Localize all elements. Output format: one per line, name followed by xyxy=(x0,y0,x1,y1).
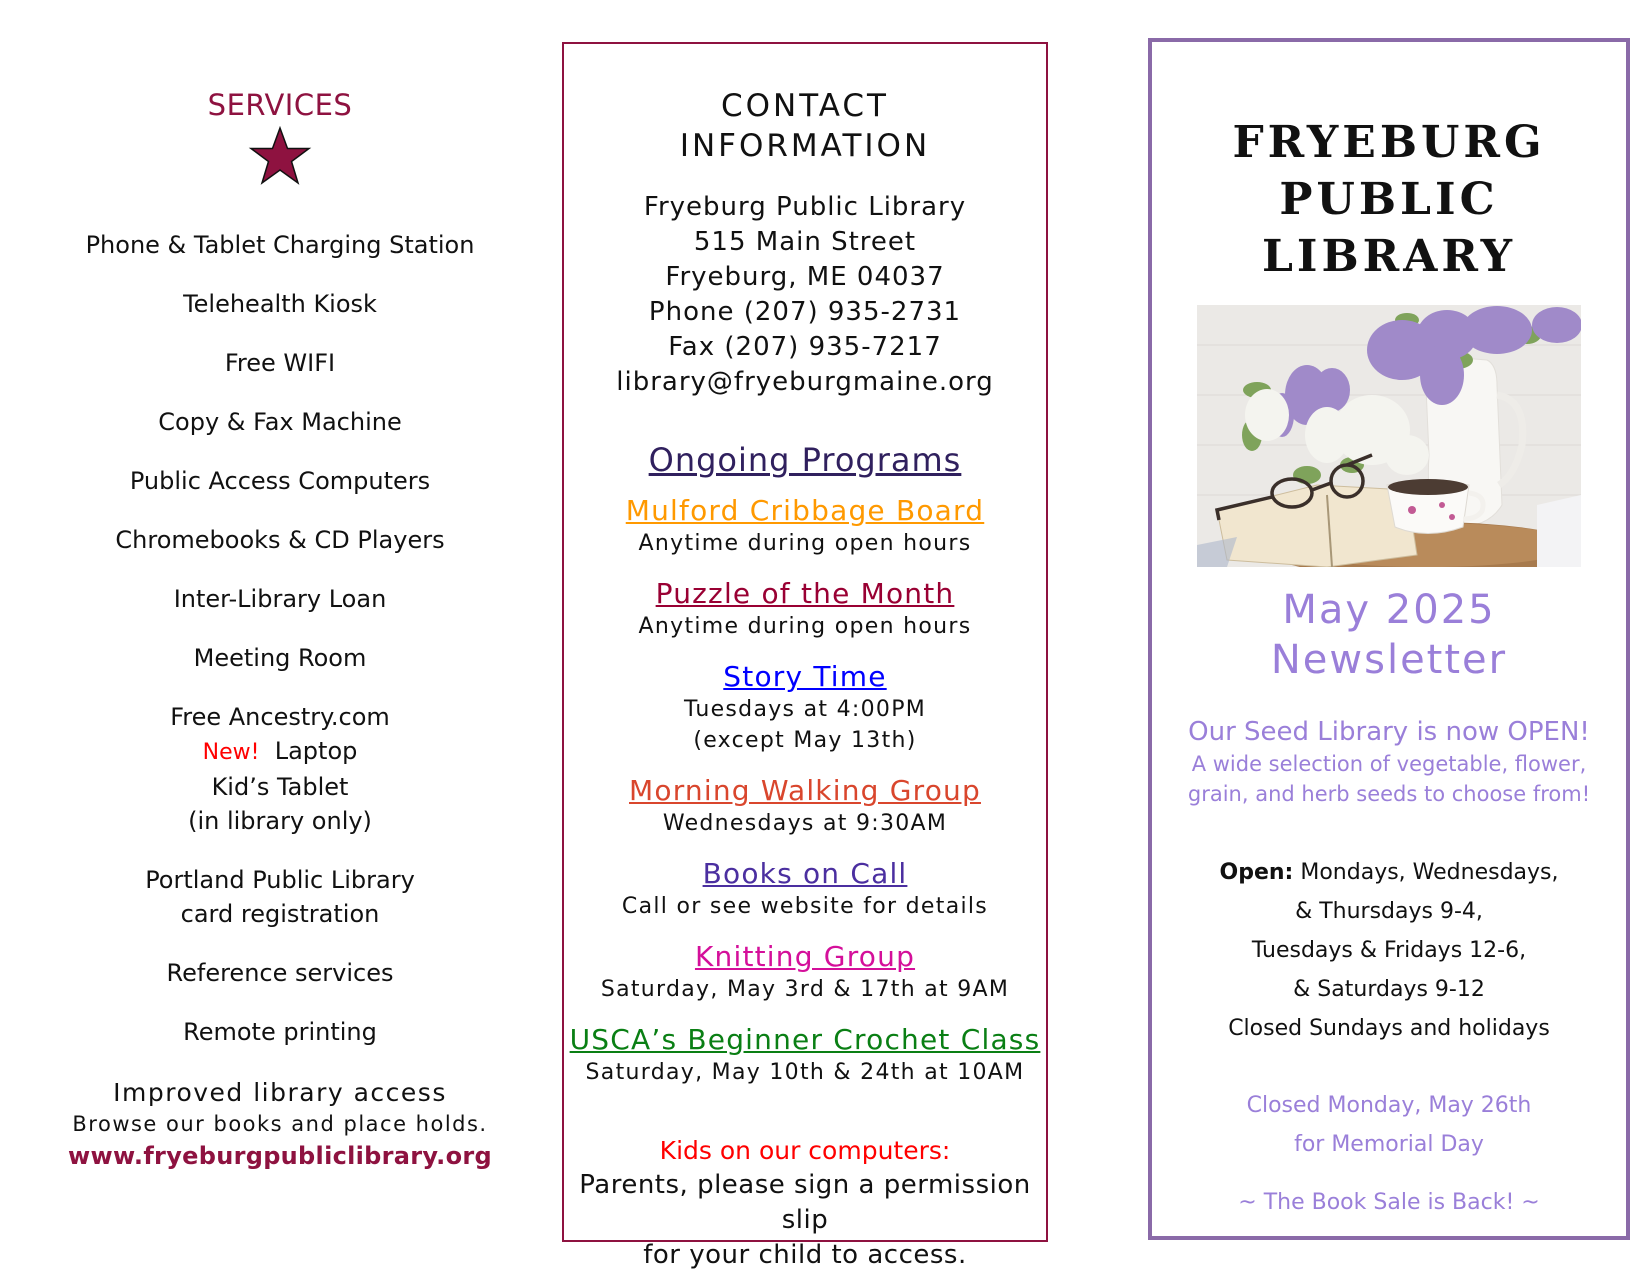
services-list xyxy=(40,228,520,1049)
star-icon xyxy=(248,126,312,186)
hours-line3: Tuesdays & Fridays 12-6, xyxy=(1251,938,1527,963)
website-link[interactable]: www.fryeburgpubliclibrary.org xyxy=(68,1142,492,1170)
program-item xyxy=(564,577,1046,642)
contact-title xyxy=(564,86,1046,166)
laptop-text: Laptop xyxy=(274,737,358,765)
service-item: Remote printing xyxy=(183,1018,377,1046)
street-address: 515 Main Street xyxy=(693,227,917,257)
city-state-zip: Fryeburg, ME 04037 xyxy=(665,262,945,292)
program-title: Knitting Group xyxy=(694,940,916,973)
service-item: Public Access Computers xyxy=(129,467,431,495)
opening-hours xyxy=(1152,853,1626,1048)
title-line1: FRYEBURG xyxy=(1232,117,1546,168)
hours-text: Mondays, Wednesdays, xyxy=(1300,860,1559,885)
contact-title-line2: INFORMATION xyxy=(679,128,931,164)
kids-tablet-text: Kid’s Tablet xyxy=(211,773,349,801)
library-title xyxy=(1152,114,1626,285)
newsletter-label: Newsletter xyxy=(1270,637,1508,683)
service-item-devices xyxy=(40,700,520,838)
contact-title-line1: CONTACT xyxy=(720,88,889,124)
hours-line5: Closed Sundays and holidays xyxy=(1228,1016,1550,1041)
new-badge: New! xyxy=(202,740,260,765)
newsletter-month: May 2025 xyxy=(1282,587,1496,633)
closure-line1: Closed Monday, May 26th xyxy=(1246,1093,1532,1118)
program-desc: (except May 13th) xyxy=(693,728,917,753)
program-title: Morning Walking Group xyxy=(629,774,981,807)
title-line3: LIBRARY xyxy=(1261,231,1517,282)
service-item: Free WIFI xyxy=(224,349,336,377)
kids-computers-title: Kids on our computers: xyxy=(659,1136,951,1165)
phone-number: Phone (207) 935-2731 xyxy=(648,297,962,327)
program-title: USCA’s Beginner Crochet Class xyxy=(569,1023,1041,1056)
portland-line2: card registration xyxy=(180,900,380,928)
service-item: Copy & Fax Machine xyxy=(158,408,402,436)
title-line2: PUBLIC xyxy=(1279,174,1499,225)
service-item: Telehealth Kiosk xyxy=(183,290,377,318)
access-subtitle: Browse our books and place holds. xyxy=(72,1112,488,1136)
program-desc: Anytime during open hours xyxy=(638,531,972,556)
program-desc: Saturday, May 3rd & 17th at 9AM xyxy=(600,977,1010,1002)
cover-panel xyxy=(1148,38,1630,1240)
service-item: Chromebooks & CD Players xyxy=(115,526,445,554)
service-item: Reference services xyxy=(166,959,394,987)
service-item: Inter-Library Loan xyxy=(173,585,387,613)
hours-label: Open: xyxy=(1219,860,1294,885)
library-name: Fryeburg Public Library xyxy=(643,192,967,222)
program-title: Mulford Cribbage Board xyxy=(625,494,985,527)
access-title: Improved library access xyxy=(113,1078,447,1107)
holiday-closure-note xyxy=(1152,1086,1626,1164)
program-desc: Call or see website for details xyxy=(621,894,989,919)
portland-line1: Portland Public Library xyxy=(145,866,415,894)
program-desc: Saturday, May 10th & 24th at 10AM xyxy=(585,1060,1025,1085)
seed-library-desc xyxy=(1152,749,1626,809)
program-title: Puzzle of the Month xyxy=(655,577,955,610)
program-desc: Wednesdays at 9:30AM xyxy=(662,811,948,836)
services-title: SERVICES xyxy=(207,88,353,122)
program-desc: Anytime during open hours xyxy=(638,614,972,639)
contact-programs-panel xyxy=(562,42,1048,1270)
ancestry-text: Free Ancestry.com xyxy=(170,703,390,731)
email-address[interactable]: library@fryeburgmaine.org xyxy=(616,367,994,397)
seed-library-title: Our Seed Library is now OPEN! xyxy=(1188,717,1590,747)
seed-desc-line1: A wide selection of vegetable, flower, xyxy=(1191,752,1587,776)
program-desc: Tuesdays at 4:00PM xyxy=(683,697,927,722)
kids-computers-line1: Parents, please sign a permission slip xyxy=(579,1170,1031,1235)
book-sale-note: ~ The Book Sale is Back! ~ xyxy=(1238,1190,1540,1215)
lilac-book-teacup-illustration xyxy=(1197,305,1581,567)
service-item-portland xyxy=(40,863,520,931)
program-item xyxy=(564,494,1046,559)
program-item xyxy=(564,1023,1046,1088)
program-item xyxy=(564,660,1046,756)
seed-desc-line2: grain, and herb seeds to choose from! xyxy=(1187,782,1591,806)
service-item: Meeting Room xyxy=(193,644,367,672)
hours-line4: & Saturdays 9-12 xyxy=(1293,977,1485,1002)
program-title: Books on Call xyxy=(702,857,908,890)
hours-line1 xyxy=(1152,853,1626,892)
kids-computers-line2: for your child to access. xyxy=(643,1240,967,1270)
in-library-text: (in library only) xyxy=(188,807,372,835)
program-item xyxy=(564,857,1046,922)
program-item xyxy=(564,774,1046,839)
program-item xyxy=(564,940,1046,1005)
services-panel xyxy=(40,80,520,1173)
contact-details xyxy=(564,190,1046,400)
service-item: Phone & Tablet Charging Station xyxy=(85,231,475,259)
hours-line2: & Thursdays 9-4, xyxy=(1295,899,1483,924)
ongoing-programs-heading: Ongoing Programs xyxy=(648,441,962,479)
cover-photo xyxy=(1197,305,1581,567)
closure-line2: for Memorial Day xyxy=(1294,1132,1484,1157)
laptop-line xyxy=(40,734,520,770)
program-title: Story Time xyxy=(723,660,887,693)
newsletter-title xyxy=(1152,585,1626,685)
fax-number: Fax (207) 935-7217 xyxy=(668,332,942,362)
